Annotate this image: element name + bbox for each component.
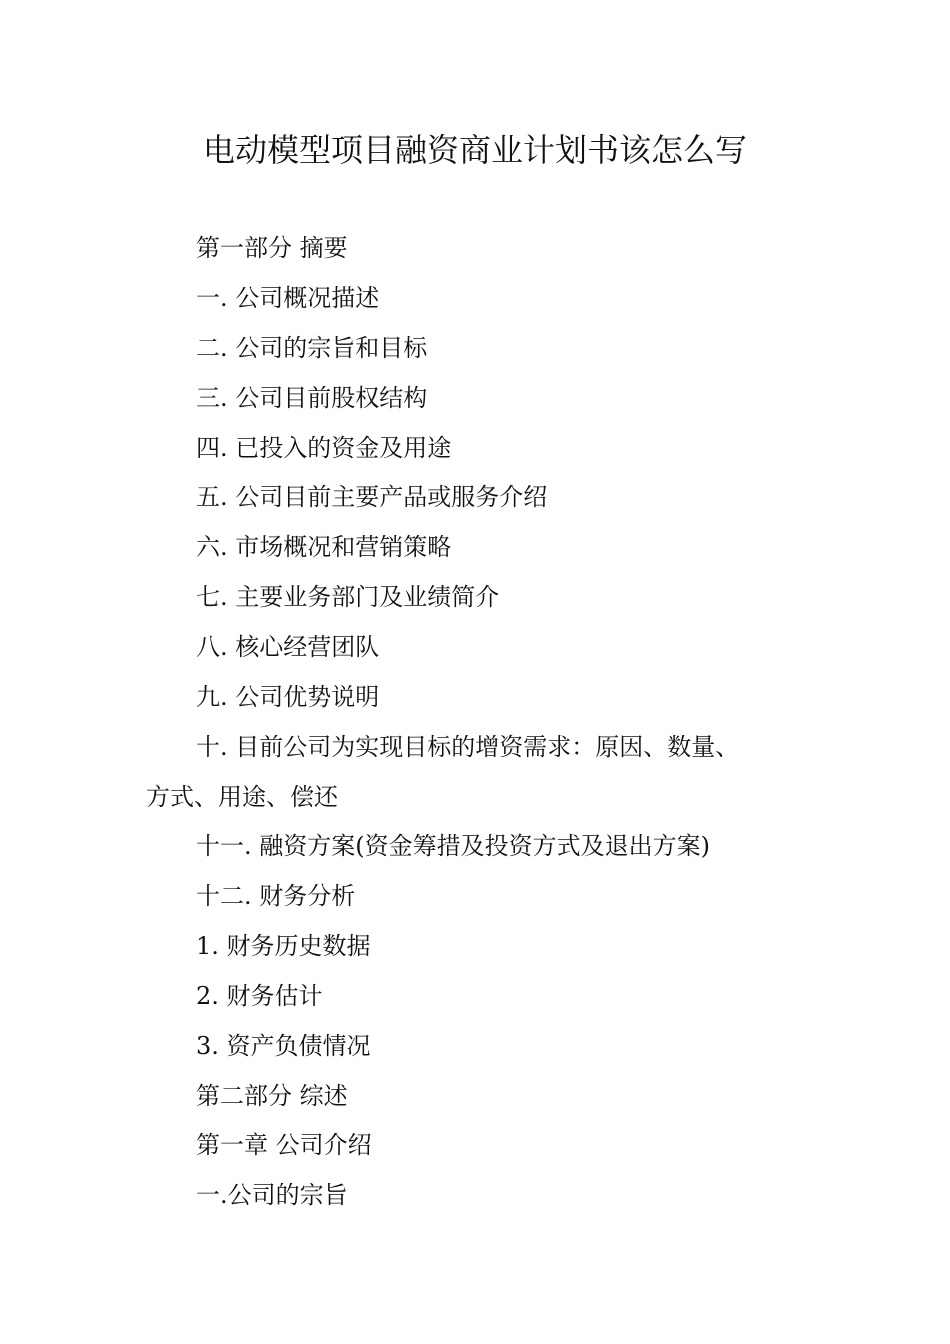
toc-part-2: 第二部分 综述 [196, 1082, 348, 1110]
toc-item-10-continued: 方式、用途、偿还 [146, 783, 338, 811]
toc-item-3: 三. 公司目前股权结构 [196, 384, 428, 412]
toc-item-7: 七. 主要业务部门及业绩简介 [196, 583, 500, 611]
toc-item-6: 六. 市场概况和营销策略 [196, 533, 452, 561]
toc-item-1: 一. 公司概况描述 [196, 284, 380, 312]
toc-item-12: 十二. 财务分析 [196, 882, 356, 910]
toc-item-11: 十一. 融资方案(资金筹措及投资方式及退出方案) [196, 832, 710, 860]
section-heading: 一.公司的宗旨 [196, 1181, 348, 1209]
toc-item-4: 四. 已投入的资金及用途 [196, 434, 452, 462]
toc-sub-item-3: 3. 资产负债情况 [196, 1032, 371, 1060]
toc-sub-item-2: 2. 财务估计 [196, 982, 323, 1010]
toc-item-10: 十. 目前公司为实现目标的增资需求：原因、数量、 [196, 733, 740, 761]
toc-sub-item-1: 1. 财务历史数据 [196, 932, 371, 960]
chapter-heading: 第一章 公司介绍 [196, 1131, 372, 1159]
toc-item-9: 九. 公司优势说明 [196, 683, 380, 711]
toc-item-5: 五. 公司目前主要产品或服务介绍 [196, 483, 548, 511]
toc-item-8: 八. 核心经营团队 [196, 633, 380, 661]
document-title: 电动模型项目融资商业计划书该怎么写 [202, 131, 747, 169]
toc-part-1: 第一部分 摘要 [196, 234, 348, 262]
toc-item-2: 二. 公司的宗旨和目标 [196, 334, 428, 362]
